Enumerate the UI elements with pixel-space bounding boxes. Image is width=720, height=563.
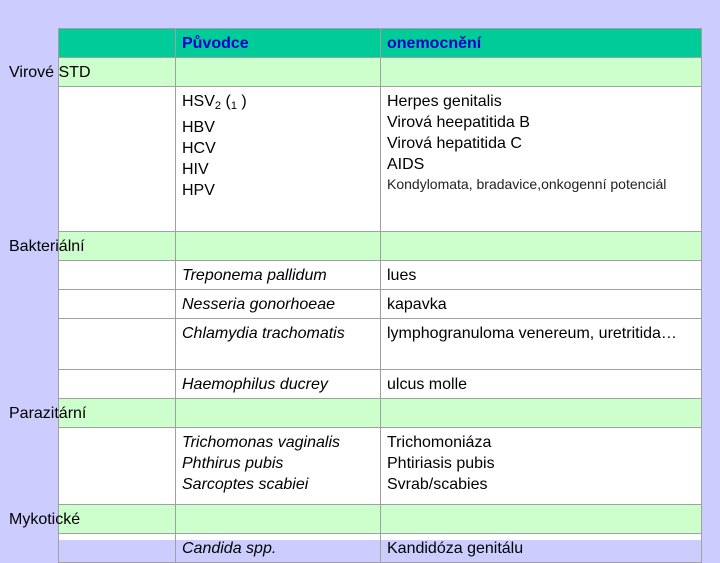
table-row [59,370,702,399]
category-label-bacterial: Bakteriální [9,238,85,255]
category-label-fungal: Mykotické [9,511,81,528]
disease-item: Virová heepatitida B [387,114,530,131]
header-onemocneni: onemocnění [381,29,702,58]
category-row-fungal [59,505,702,534]
table-row [59,534,702,563]
pathogen-hiv: HIV [182,161,209,178]
table-row [59,290,702,319]
category-row-bacterial [59,232,702,261]
disease-hpv: Kondylomata, bradavice,onkogenní potenciál [387,176,667,192]
disease-item: AIDS [387,156,425,173]
disease-cell: lues [381,261,702,290]
category-label-viral: Virové STD [9,64,91,81]
viral-pathogens [176,87,381,232]
header-empty-cell [59,29,176,58]
table-row [59,319,702,370]
pathogen-hbv: HBV [182,119,215,136]
category-label-parasitic: Parazitární [9,405,87,422]
disease-cell: ulcus molle [381,370,702,399]
disease-item: Herpes genitalis [387,93,502,110]
header-puvodce: Původce [176,29,381,58]
disease-item: Virová hepatitida C [387,135,522,152]
pathogen-hcv: HCV [182,140,216,157]
pathogen-cell: Candida spp. [176,534,381,563]
table-row [59,261,702,290]
disease-cell: lymphogranuloma venereum, uretritida… [381,319,702,370]
std-table [9,28,702,563]
disease-cell: Kandidóza genitálu [381,534,702,563]
pathogen-cell: Haemophilus ducrey [176,370,381,399]
viral-row [59,87,702,232]
parasitic-row [59,428,702,505]
pathogen-cell: Treponema pallidum [176,261,381,290]
pathogen-hsv: $HSV_2$ ($_1$ ) [182,93,247,112]
pathogen-cell: Nesseria gonorhoeae [176,290,381,319]
pathogen-cell: Chlamydia trachomatis [176,319,381,370]
pathogen-hpv: HPV [182,182,215,199]
disease-cell: kapavka [381,290,702,319]
category-row-parasitic [59,399,702,428]
category-row-viral [59,58,702,87]
header-row [59,29,702,58]
viral-diseases [381,87,702,232]
parasitic-diseases: Trichomoniáza Phtiriasis pubis Svrab/scabies [381,428,702,505]
parasitic-pathogens: Trichomonas vaginalis Phthirus pubis Sarcoptes scabiei [176,428,381,505]
slide [9,28,701,557]
